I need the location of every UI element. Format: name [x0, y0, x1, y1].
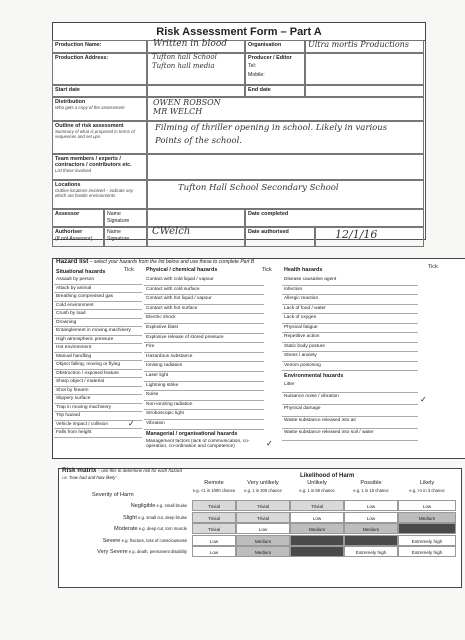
start-date-label: Start date — [55, 87, 80, 93]
risk-cell: Low — [192, 546, 236, 557]
physical-hazard-item[interactable]: Electric shock — [144, 314, 264, 324]
locations-sub: Outline locations involved – indicate any which are hostile environments — [55, 188, 134, 198]
severity-label: Severity of Harm — [92, 492, 134, 498]
severity-row-name: Very Severe — [97, 549, 128, 555]
physical-hazard-item[interactable]: Contact with hot surface — [144, 305, 264, 315]
physical-hazard-item[interactable]: Non-ionizing radiation — [144, 401, 264, 411]
physical-hazard-item[interactable]: Explosive blast — [144, 324, 264, 334]
locations-value: Tufton Hall School Secondary School — [178, 183, 339, 193]
start-date-label-cell — [52, 85, 147, 97]
likelihood-column-header — [344, 480, 398, 497]
situational-hazard-item[interactable]: Crush by load — [54, 310, 142, 319]
physical-hazard-item[interactable]: Contact with cold surface — [144, 286, 264, 296]
assessor-label: Assessor — [55, 211, 80, 217]
risk-cell: Trivial — [192, 512, 236, 523]
likelihood-column-sub: e.g. <1 in 1000 chance — [192, 488, 236, 493]
hazard-heading — [56, 258, 254, 266]
health-hazard-item[interactable]: Physical fatigue — [282, 324, 418, 334]
risk-cell: Low — [344, 512, 398, 523]
risk-cell — [290, 546, 344, 557]
team-label-cell — [52, 154, 147, 180]
environmental-hazard-item[interactable]: Waste substance released into air — [282, 417, 418, 429]
likelihood-column-header — [236, 480, 290, 497]
hazard-heading-sub: – select your hazards from the list below and use these to complete Part B — [88, 259, 255, 265]
situational-hazard-item[interactable]: Attack by animal — [54, 285, 142, 294]
situational-hazard-item[interactable]: High atmospheric pressure — [54, 336, 142, 345]
locations-label: Locations — [55, 182, 81, 188]
risk-cell — [398, 523, 456, 534]
health-hazard-item[interactable]: Lack of food / water — [282, 305, 418, 315]
likelihood-column-name: Remote — [204, 480, 224, 486]
authoriser-label-cell — [52, 227, 104, 247]
health-hazard-item[interactable]: Lack of oxygen — [282, 314, 418, 324]
distribution-sub: Who gets a copy of the assessment — [55, 105, 125, 110]
situational-hazard-item[interactable]: Cold environment — [54, 302, 142, 311]
outline-label-cell — [52, 121, 147, 154]
health-tick-header: Tick — [428, 264, 438, 270]
mobile-label: Mobile: — [248, 72, 265, 78]
physical-hazard-item[interactable]: Hazardous substance — [144, 353, 264, 363]
date-authorised-value: 12/1/16 — [335, 228, 378, 241]
production-address-line2: Tufton hall media — [152, 62, 215, 70]
situational-header: Situational hazards — [56, 269, 106, 275]
end-date-field[interactable] — [305, 85, 424, 97]
date-authorised-label: Date authorised — [248, 229, 289, 235]
risk-cell: Low — [236, 523, 290, 534]
health-hazard-item[interactable]: Venom poisoning — [282, 362, 418, 372]
end-date-label: End date — [248, 87, 271, 93]
severity-row-sub: e.g. deep cut, torn muscle — [137, 526, 187, 531]
team-label: Team members / experts / contractors / contributors etc. — [55, 156, 132, 168]
physical-hazard-item[interactable]: Lightning strike — [144, 382, 264, 392]
health-hazard-item[interactable]: Stress / anxiety — [282, 352, 418, 362]
health-header: Health hazards — [284, 267, 323, 273]
assessor-name-sig-labels — [104, 209, 147, 227]
situational-hazard-item[interactable]: Entanglement in moving machinery — [54, 327, 142, 336]
severity-row-label — [60, 512, 190, 523]
end-date-label-cell — [245, 85, 305, 97]
likelihood-column-name: Very unlikely — [247, 480, 279, 486]
risk-heading — [62, 467, 182, 481]
severity-row-sub: e.g. death, permanent disability — [127, 549, 187, 554]
risk-cell: Extremely high — [344, 546, 398, 557]
production-address-line1: Tufton hall School — [152, 53, 217, 61]
situational-hazard-item[interactable]: Slippery surface — [54, 395, 142, 404]
physical-header: Physical / chemical hazards — [146, 267, 218, 273]
situational-hazard-item[interactable]: Breathing compressed gas — [54, 293, 142, 302]
situational-hazard-item[interactable]: Sharp object / material — [54, 378, 142, 387]
severity-row-label — [60, 535, 190, 546]
physical-hazard-item[interactable]: Laser light — [144, 372, 264, 382]
severity-row-sub: e.g. fracture, loss of consciousness — [120, 537, 187, 543]
situational-tick-header: Tick — [124, 267, 134, 273]
physical-hazard-item[interactable]: Noise — [144, 391, 264, 401]
risk-cell: Low — [290, 512, 344, 523]
managerial-header: Managerial / organisational hazards — [146, 431, 238, 437]
situational-hazard-item[interactable]: Assault by person — [54, 276, 142, 285]
hazard-heading-title: Hazard list — [56, 258, 89, 265]
risk-cell: Medium — [344, 523, 398, 534]
outline-value2: Points of the school. — [155, 136, 243, 146]
risk-cell: Trivial — [236, 512, 290, 523]
situational-hazard-item[interactable]: Shot by firearm — [54, 387, 142, 396]
likelihood-column-sub: e.g. >1 in 3 chance — [409, 488, 445, 493]
health-hazard-item[interactable]: Allergic reaction — [282, 295, 418, 305]
risk-cell: Medium — [236, 535, 290, 546]
authoriser-signature: CWelch — [152, 226, 191, 237]
physical-hazard-item[interactable]: Contact with hot liquid / vapour — [144, 295, 264, 305]
situational-hazard-item[interactable]: Vehicle impact / collision — [54, 421, 142, 430]
assessor-label-cell — [52, 209, 104, 227]
managerial-item[interactable] — [144, 439, 264, 453]
managerial-item-label: Management factors (lack of communication, co-operation, co-ordination and competence) — [146, 439, 250, 449]
date-authorised-label-cell — [245, 227, 315, 247]
severity-row-name: Severe — [102, 537, 121, 544]
risk-cell: Medium — [290, 523, 344, 534]
tel-label: Tel: — [248, 63, 257, 69]
producer-field[interactable] — [305, 53, 424, 85]
likelihood-column-sub: e.g. 1 in 200 chance — [244, 488, 282, 493]
likelihood-column-name: Possible — [360, 480, 382, 486]
production-name-label-cell — [52, 40, 147, 53]
severity-row-label — [60, 523, 190, 534]
risk-cell: Medium — [236, 546, 290, 557]
likelihood-column-name: Unlikely — [307, 480, 327, 486]
likelihood-column-header — [192, 480, 236, 497]
environmental-header: Environmental hazards — [284, 373, 344, 379]
outline-sub: Summary of what is proposed in terms of sequences and set ups. — [55, 129, 135, 139]
authoriser-label: Authoriser — [55, 229, 83, 235]
assessor-field[interactable] — [147, 209, 245, 227]
risk-cell: Trivial — [236, 500, 290, 511]
producer-label-cell — [245, 53, 305, 85]
date-completed-cell[interactable] — [245, 209, 424, 227]
risk-cell: Trivial — [192, 523, 236, 534]
risk-cell: Low — [398, 500, 456, 511]
risk-cell: Trivial — [290, 500, 344, 511]
physical-hazard-item[interactable]: Stroboscopic light — [144, 410, 264, 420]
tick-nuisance-noise[interactable]: ✓ — [420, 395, 427, 404]
risk-cell — [344, 535, 398, 546]
organisation-value: Ultra mortis Productions — [308, 40, 409, 49]
risk-heading-title: Risk matrix — [62, 467, 97, 474]
environmental-hazard-item[interactable]: Waste substance released into soil / water — [282, 429, 418, 441]
assessor-signature-label: Signature — [107, 218, 130, 224]
severity-row-label — [60, 546, 190, 557]
locations-label-cell — [52, 180, 147, 209]
tick-managerial[interactable]: ✓ — [266, 439, 273, 448]
situational-hazard-item[interactable]: Trap in moving machinery — [54, 404, 142, 413]
production-name-label: Production Name: — [55, 42, 102, 48]
situational-hazard-item[interactable]: Drowning — [54, 319, 142, 328]
organisation-label-cell — [245, 40, 305, 53]
likelihood-column-name: Likely — [419, 480, 435, 486]
situational-hazard-item[interactable]: Hot environment — [54, 344, 142, 353]
risk-cell: Trivial — [192, 500, 236, 511]
likelihood-label: Likelihood of Harm — [300, 473, 355, 479]
health-hazard-item[interactable]: Infection — [282, 286, 418, 296]
physical-hazard-item[interactable]: Fire — [144, 343, 264, 353]
team-sub: List those involved — [55, 168, 92, 173]
likelihood-column-sub: e.g. 1 in 50 chance — [299, 488, 335, 493]
start-date-field[interactable] — [147, 85, 245, 97]
physical-hazard-item[interactable]: Explosive release of stored pressure — [144, 334, 264, 344]
severity-row-name: Negligible — [130, 503, 156, 509]
physical-hazard-item[interactable]: Ionising radiation — [144, 362, 264, 372]
outline-value1: Filming of thriller opening in school. Likely in various — [155, 123, 388, 133]
page-title: Risk Assessment Form – Part A — [52, 22, 426, 41]
likelihood-column-header — [290, 480, 344, 497]
likelihood-column-sub: e.g. 1 in 10 chance — [353, 488, 389, 493]
environmental-hazard-item[interactable]: Litter — [282, 381, 418, 393]
distribution-label: Distribution — [55, 99, 86, 105]
organisation-label: Organisation — [248, 42, 282, 48]
outline-label: Outline of risk assessment — [55, 123, 124, 129]
severity-row-name: Moderate — [114, 526, 138, 532]
severity-row-sub: e.g. small bruise — [155, 503, 187, 508]
date-completed-label: Date completed — [248, 211, 289, 217]
severity-row-name: Slight — [122, 514, 137, 521]
physical-hazard-item[interactable]: Contact with cold liquid / vapour — [144, 276, 264, 286]
situational-hazard-item[interactable]: Manual handling — [54, 353, 142, 362]
risk-heading-sub: – use this to determine risk for each hazard i.e. ‘how bad and how likely’ — [62, 468, 182, 480]
risk-cell: Extremely high — [398, 535, 456, 546]
authoriser-name-label: Name — [107, 229, 121, 235]
health-hazard-item[interactable]: Disease causative agent — [282, 276, 418, 286]
health-hazard-item[interactable]: Static body posture — [282, 343, 418, 353]
situational-hazard-item[interactable]: Trip hazard — [54, 412, 142, 421]
physical-hazard-item[interactable]: Vibration — [144, 420, 264, 430]
risk-cell: Extremely high — [398, 546, 456, 557]
authoriser-name-sig-labels — [104, 227, 147, 247]
production-name-value: Written in blood — [153, 39, 228, 49]
risk-cell: Low — [192, 535, 236, 546]
physical-tick-header: Tick — [262, 267, 272, 273]
severity-row-sub: e.g. small cut, deep bruise — [136, 514, 187, 520]
production-address-label-cell — [52, 53, 147, 85]
environmental-hazard-item[interactable]: Nuisance noise / vibration — [282, 393, 418, 405]
distribution-value2: MR WELCH — [153, 107, 203, 116]
risk-cell: Low — [344, 500, 398, 511]
situational-hazard-item[interactable]: Obstruction / exposed feature — [54, 370, 142, 379]
production-address-label: Production Address: — [55, 55, 109, 61]
distribution-label-cell — [52, 97, 147, 121]
risk-cell — [290, 535, 344, 546]
authoriser-signature-label: Signature — [107, 236, 130, 242]
authoriser-sub: (If not Assessor) — [55, 236, 93, 242]
producer-label: Producer / Editor — [248, 55, 292, 61]
likelihood-column-header — [398, 480, 456, 497]
risk-cell: Medium — [398, 512, 456, 523]
severity-row-label — [60, 500, 190, 511]
tick-trip-hazard[interactable]: ✓ — [128, 419, 135, 428]
assessor-name-label: Name — [107, 211, 121, 217]
distribution-value1: OWEN ROBSON — [153, 98, 221, 107]
health-hazard-item[interactable]: Repetitive action — [282, 333, 418, 343]
environmental-hazard-item[interactable]: Physical damage — [282, 405, 418, 417]
team-field[interactable] — [147, 154, 424, 180]
situational-hazard-item[interactable]: Object falling, moving or flying — [54, 361, 142, 370]
situational-hazard-item[interactable]: Falls from height — [54, 429, 142, 438]
